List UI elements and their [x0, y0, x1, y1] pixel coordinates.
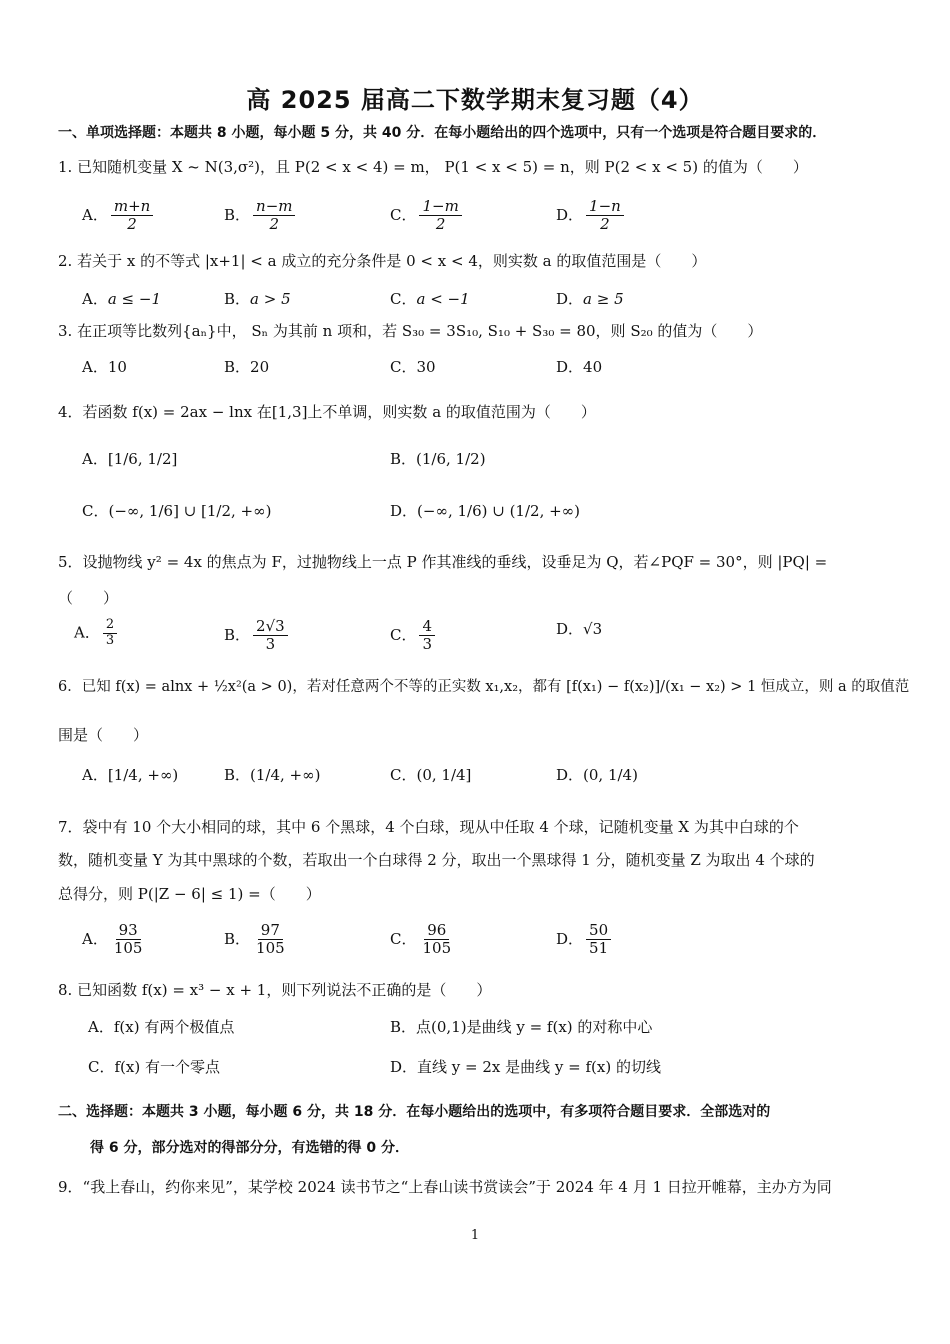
q5-option-b: B． $\frac{2√3}{3}$	[224, 618, 291, 654]
question-6-cont: 围是（ ）	[58, 726, 149, 744]
question-4: 4．若函数 f(x) = 2ax − lnx 在[1,3]上不单调，则实数 a 的取值范围为（ ）	[58, 403, 596, 421]
q2-option-a: A．a ≤ −1	[82, 290, 162, 308]
q3-option-a: A．10	[82, 358, 127, 376]
q5-option-a: A． $\frac{2}{3}$	[74, 618, 120, 649]
q1-option-c: C． $\frac{1-m}{2}$	[390, 198, 465, 234]
q4-option-b: B．(1/6, 1/2)	[390, 450, 486, 468]
question-7-options	[82, 922, 882, 962]
page-number: 1	[470, 1228, 480, 1243]
q7-option-b: B． $\frac{97}{105}$	[224, 921, 285, 958]
question-3: 3. 在正项等比数列{aₙ}中， Sₙ 为其前 n 项和，若 S₃₀ = 3S₁₀, S₁₀ + S₃₀ = 80，则 S₂₀ 的值为（ ）	[58, 322, 763, 340]
q1-option-a: A． $\frac{m+n}{2}$	[82, 198, 156, 234]
question-7-line-2: 数，随机变量 Y 为其中黑球的个数，若取出一个白球得 2 分，取出一个黑球得 1 分，随机变量 Z 为取出 4 个球的	[58, 851, 815, 869]
question-1-options	[82, 198, 882, 238]
question-9: 9．“我上春山，约你来见”，某学校 2024 读书节之“上春山读书赏读会”于 2024 年 4 月 1 日拉开帷幕，主办方为同	[58, 1178, 832, 1196]
q6-option-a: A．[1/4, +∞)	[82, 766, 179, 784]
q7-option-d: D． $\frac{50}{51}$	[556, 922, 614, 958]
question-4-options	[82, 448, 882, 548]
question-3-options	[82, 356, 882, 396]
q8-option-b: B．点(0,1)是曲线 y = f(x) 的对称中心	[390, 1018, 653, 1036]
q4-option-a: A．[1/6, 1/2]	[82, 450, 178, 468]
q1-option-b: B． $\frac{n-m}{2}$	[224, 198, 298, 234]
section-1-header: 一、单项选择题：本题共 8 小题，每小题 5 分，共 40 分．在每小题给出的四个选项中，只有一个选项是符合题目要求的．	[58, 125, 827, 141]
q6-option-b: B．(1/4, +∞)	[224, 766, 321, 784]
q7-option-a: A． $\frac{93}{105}$	[82, 921, 143, 958]
question-5-options	[74, 618, 874, 658]
q8-option-a: A．f(x) 有两个极值点	[88, 1018, 235, 1036]
page-title: 高 2025 届高二下数学期末复习题（4）	[246, 86, 704, 114]
question-8: 8. 已知函数 f(x) = x³ − x + 1，则下列说法不正确的是（ ）	[58, 981, 492, 999]
q8-option-c: C．f(x) 有一个零点	[88, 1058, 220, 1076]
question-7-line-1: 7．袋中有 10 个大小相同的球，其中 6 个黑球，4 个白球，现从中任取 4 个球，记随机变量 X 为其中白球的个	[58, 818, 799, 836]
q6-option-c: C．(0, 1/4]	[390, 766, 472, 784]
section-2-header-line-1: 二、选择题：本题共 3 小题，每小题 6 分，共 18 分．在每小题给出的选项中，有多项符合题目要求．全部选对的	[58, 1104, 771, 1120]
q3-option-b: B．20	[224, 358, 270, 376]
question-1: 1. 已知随机变量 X ~ N(3,σ²)，且 P(2 < x < 4) = m， P(1 < x < 5) = n，则 P(2 < x < 5) 的值为（ ）	[58, 158, 808, 176]
q6-option-d: D．(0, 1/4)	[556, 766, 638, 784]
question-7-line-3: 总得分，则 P(|Z − 6| ≤ 1) =（ ）	[58, 885, 321, 903]
question-5-blank: （ ）	[58, 589, 119, 607]
q2-option-d: D．a ≥ 5	[556, 290, 624, 308]
q1-option-d: D． $\frac{1-n}{2}$	[556, 198, 627, 234]
question-2: 2. 若关于 x 的不等式 |x+1| < a 成立的充分条件是 0 < x < 4，则实数 a 的取值范围是（ ）	[58, 252, 707, 270]
section-2-header-line-2: 得 6 分，部分选对的得部分分，有选错的得 0 分．	[90, 1140, 409, 1156]
q4-option-c: C．(−∞, 1/6] ∪ [1/2, +∞)	[82, 502, 272, 520]
q5-option-d: D．√3	[556, 620, 603, 638]
question-6-options	[82, 764, 882, 804]
q4-option-d: D．(−∞, 1/6) ∪ (1/2, +∞)	[390, 502, 581, 520]
question-5: 5．设抛物线 y² = 4x 的焦点为 F，过抛物线上一点 P 作其准线的垂线，设垂足为 Q，若∠PQF = 30°，则 |PQ| =	[58, 553, 828, 571]
q2-option-c: C．a < −1	[390, 290, 470, 308]
question-8-options	[88, 1016, 888, 1096]
question-6: 6．已知 f(x) = alnx + ½x²(a > 0)，若对任意两个不等的正实数 x₁,x₂，都有 [f(x₁) − f(x₂)]/(x₁ − x₂) > 1 恒成立，则 a 的取值范	[58, 679, 910, 695]
q7-option-c: C． $\frac{96}{105}$	[390, 921, 452, 958]
q3-option-d: D．40	[556, 358, 603, 376]
q2-option-b: B．a > 5	[224, 290, 291, 308]
q3-option-c: C．30	[390, 358, 436, 376]
q5-option-c: C． $\frac{4}{3}$	[390, 618, 438, 654]
q8-option-d: D．直线 y = 2x 是曲线 y = f(x) 的切线	[390, 1058, 661, 1076]
